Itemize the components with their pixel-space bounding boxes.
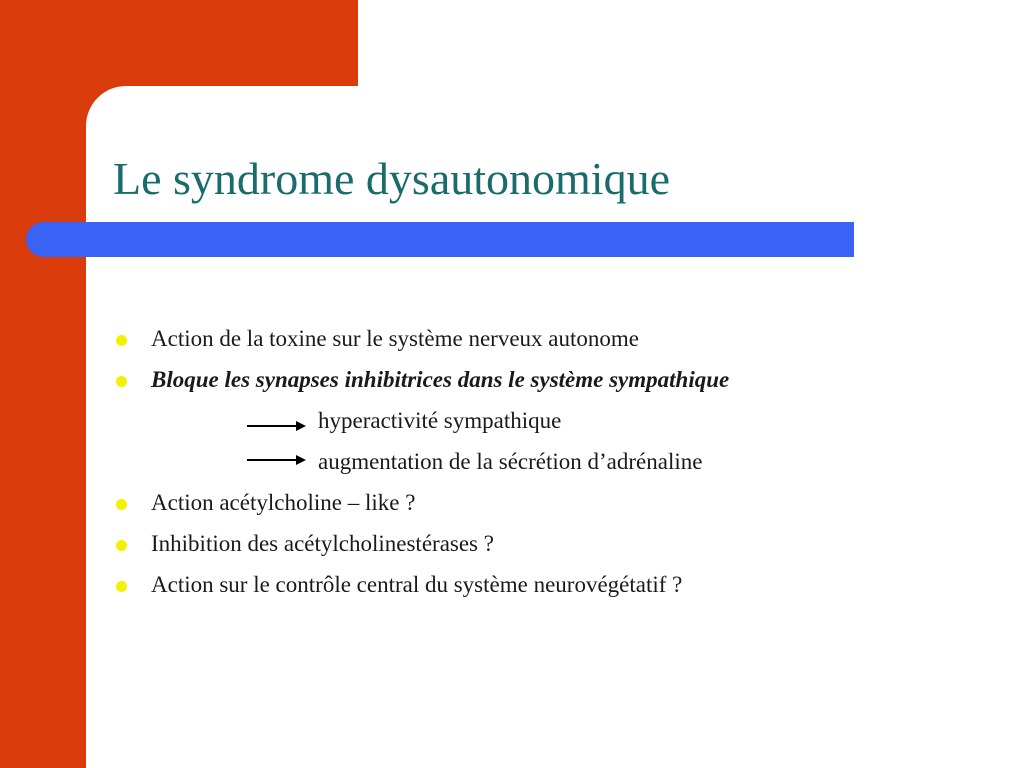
- bullet-item-emphasis: Bloque les synapses inhibitrices dans le système sympathique: [151, 367, 730, 392]
- bullet-dot-icon: [116, 499, 127, 510]
- right-arrow-icon: [246, 419, 306, 433]
- right-arrow-icon: [246, 453, 306, 467]
- bullet-dot-icon: [116, 376, 127, 387]
- bullet-item: Action sur le contrôle central du système neurovégétatif ?: [151, 572, 683, 597]
- bullet-dot-icon: [116, 335, 127, 346]
- bullet-item: Inhibition des acétylcholinestérases ?: [151, 531, 494, 556]
- bullet-dot-icon: [116, 581, 127, 592]
- bullet-item: Action acétylcholine – like ?: [151, 490, 416, 515]
- slide-title: Le syndrome dysautonomique: [113, 153, 671, 204]
- arrow-item: augmentation de la sécrétion d’adrénaline: [318, 449, 703, 474]
- bullet-dot-icon: [116, 540, 127, 551]
- arrow-item: hyperactivité sympathique: [318, 408, 562, 433]
- bullet-item: Action de la toxine sur le système nerveux autonome: [151, 326, 639, 351]
